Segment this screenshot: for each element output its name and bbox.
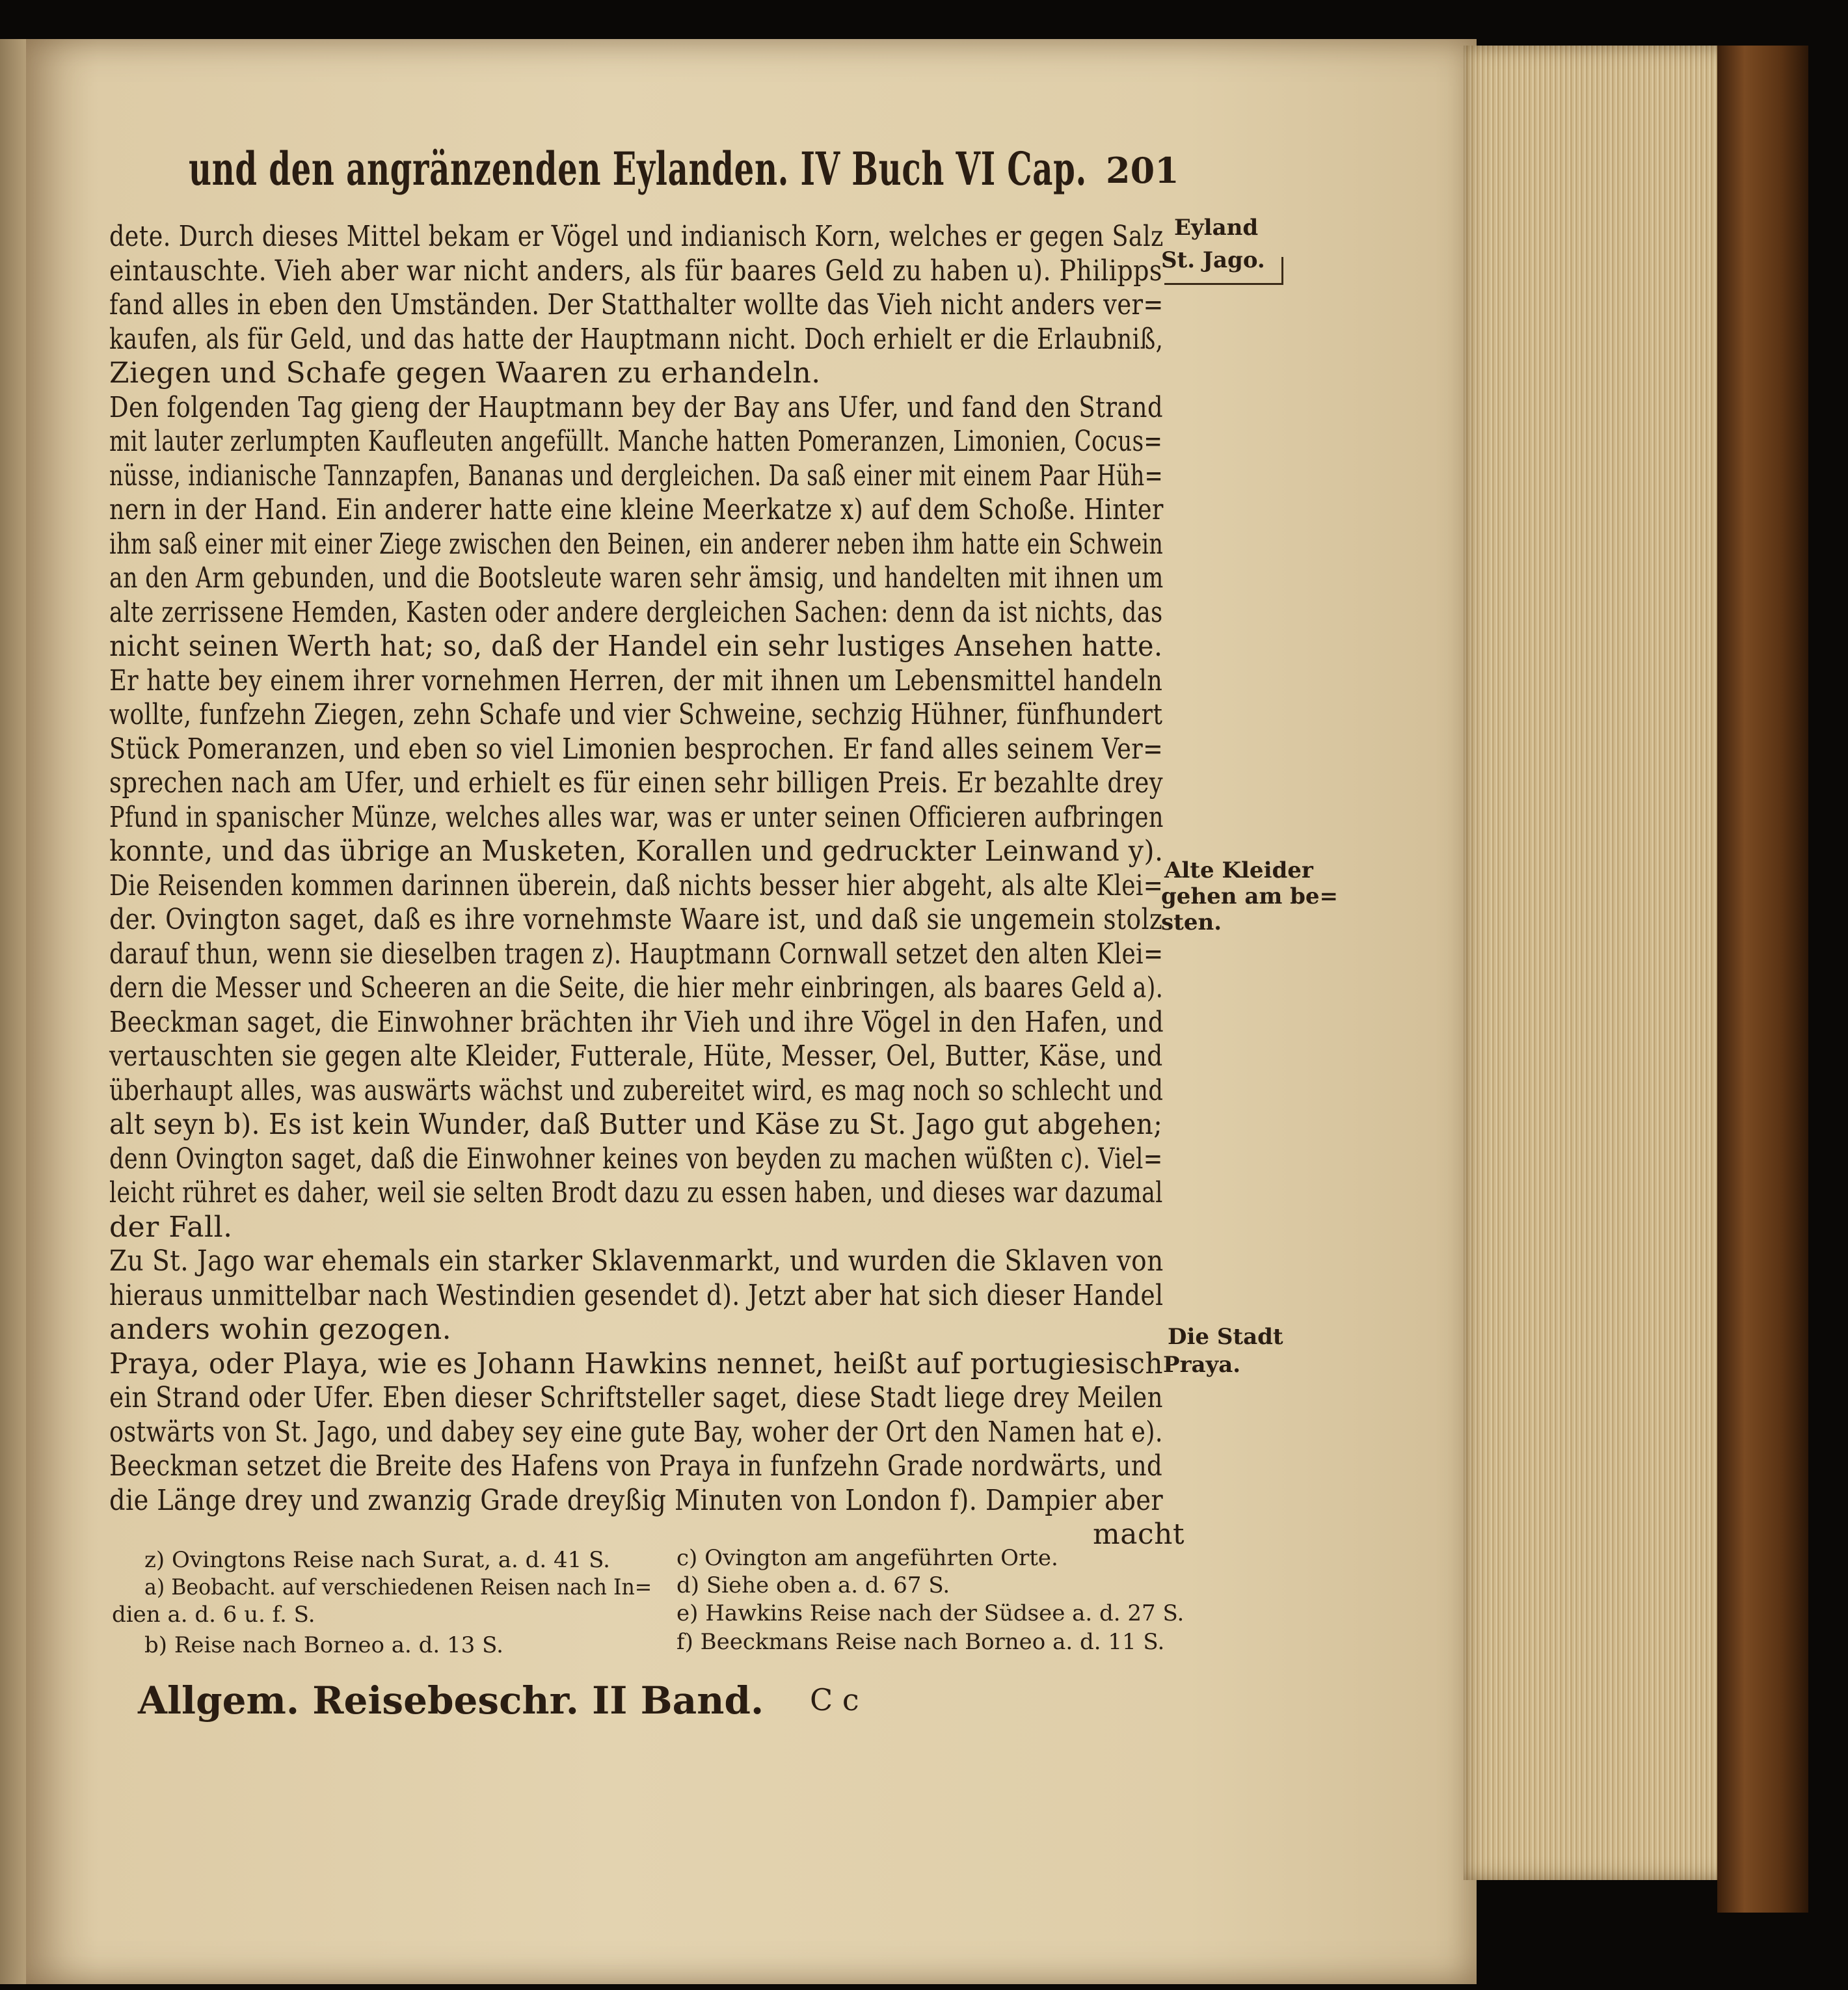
- margin-note-stadt-2: Praya.: [1163, 1352, 1241, 1378]
- body-line: die Länge drey und zwanzig Grade dreyßig Minuten von London f). Dampier aber: [109, 1483, 1164, 1517]
- body-line: denn Ovington saget, daß die Einwohner keines von beyden zu machen wüßten c). Viel=: [109, 1142, 1163, 1176]
- footnote-b: b) Reise nach Borneo a. d. 13 S.: [144, 1632, 503, 1658]
- body-line: an den Arm gebunden, und die Bootsleute waren sehr ämsig, und handelten mit ihnen um: [109, 561, 1164, 595]
- body-line: fand alles in eben den Umständen. Der Statthalter wollte das Vieh nicht anders ver=: [109, 288, 1164, 321]
- body-line: der Fall.: [109, 1210, 233, 1244]
- body-line: wollte, funfzehn Ziegen, zehn Schafe und vier Schweine, sechzig Hühner, fünfhundert: [109, 698, 1163, 731]
- body-line: vertauschten sie gegen alte Kleider, Futterale, Hüte, Messer, Oel, Butter, Käse, und: [109, 1040, 1163, 1073]
- margin-note-stadt-1: Die Stadt: [1168, 1324, 1283, 1350]
- body-line: Ziegen und Schafe gegen Waaren zu erhandeln.: [109, 356, 821, 390]
- body-line: der. Ovington saget, daß es ihre vornehmste Waare ist, und daß sie ungemein stolz: [109, 903, 1163, 936]
- margin-note-st-jago: St. Jago.: [1161, 247, 1265, 273]
- body-line: kaufen, als für Geld, und das hatte der Hauptmann nicht. Doch erhielt er die Erlaubniß,: [109, 322, 1164, 356]
- body-line: Stück Pomeranzen, und eben so viel Limonien besprochen. Er fand alles seinem Ver=: [109, 732, 1164, 766]
- body-line: ihm saß einer mit einer Ziege zwischen den Beinen, ein anderer neben ihm hatte ein Schwein: [109, 527, 1164, 561]
- body-line: leicht rühret es daher, weil sie selten Brodt dazu zu essen haben, und dieses war dazumal: [109, 1176, 1163, 1209]
- body-line: ostwärts von St. Jago, und dabey sey eine gute Bay, woher der Ort den Namen hat e).: [109, 1415, 1163, 1449]
- body-line: konnte, und das übrige an Musketen, Korallen und gedruckter Leinwand y).: [109, 835, 1164, 868]
- footnote-e: e) Hawkins Reise nach der Südsee a. d. 27 S.: [676, 1600, 1185, 1626]
- body-line: dete. Durch dieses Mittel bekam er Vögel und indianisch Korn, welches er gegen Salz: [109, 220, 1164, 253]
- body-line: eintauschte. Vieh aber war nicht anders, als für baares Geld zu haben u). Philipps: [109, 254, 1162, 288]
- signature-title: Allgem. Reisebeschr. II Band.: [138, 1678, 764, 1723]
- footnote-c: c) Ovington am angeführten Orte.: [676, 1545, 1058, 1571]
- body-line: Die Reisenden kommen darinnen überein, daß nichts besser hier abgeht, als alte Klei=: [109, 868, 1164, 902]
- body-line: macht: [1093, 1518, 1185, 1551]
- margin-note-kleider-3: sten.: [1161, 909, 1222, 935]
- body-line: ein Strand oder Ufer. Eben dieser Schriftsteller saget, diese Stadt liege drey Meilen: [109, 1381, 1163, 1414]
- running-title: und den angränzenden Eylanden. IV Buch VI Cap.: [189, 142, 1087, 196]
- body-line: alte zerrissene Hemden, Kasten oder andere dergleichen Sachen: denn da ist nichts, das: [109, 595, 1163, 629]
- book-binding: [1717, 46, 1808, 1913]
- body-line: hieraus unmittelbar nach Westindien gesendet d). Jetzt aber hat sich dieser Handel: [109, 1278, 1164, 1312]
- body-line: Praya, oder Playa, wie es Johann Hawkins nennet, heißt auf portugiesisch: [109, 1347, 1164, 1380]
- footnote-z: z) Ovingtons Reise nach Surat, a. d. 41 S.: [144, 1547, 610, 1573]
- margin-bracket: [1164, 257, 1283, 285]
- body-line: Beeckman saget, die Einwohner brächten ihr Vieh und ihre Vögel in den Hafen, und: [109, 1005, 1164, 1039]
- margin-note-eyland: Eyland: [1174, 215, 1259, 241]
- body-line: nüsse, indianische Tannzapfen, Bananas und dergleichen. Da saß einer mit einem Paar Hüh=: [109, 459, 1164, 492]
- margin-note-kleider-2: gehen am be=: [1161, 883, 1339, 909]
- footnote-d: d) Siehe oben a. d. 67 S.: [676, 1572, 950, 1598]
- body-line: sprechen nach am Ufer, und erhielt es für einen sehr billigen Preis. Er bezahlte drey: [109, 766, 1163, 800]
- body-line: überhaupt alles, was auswärts wächst und zubereitet wird, es mag noch so schlecht und: [109, 1073, 1164, 1107]
- body-line: Er hatte bey einem ihrer vornehmen Herren, der mit ihnen um Lebensmittel handeln: [109, 664, 1163, 697]
- body-line: darauf thun, wenn sie dieselben tragen z). Hauptmann Cornwall setzet den alten Klei=: [109, 937, 1164, 971]
- footnote-a-cont: dien a. d. 6 u. f. S.: [112, 1602, 315, 1628]
- signature-mark: C c: [810, 1682, 859, 1717]
- body-line: Den folgenden Tag gieng der Hauptmann bey der Bay ans Ufer, und fand den Strand: [109, 390, 1163, 424]
- body-line: nicht seinen Werth hat; so, daß der Handel ein sehr lustiges Ansehen hatte.: [109, 630, 1163, 663]
- body-line: Pfund in spanischer Münze, welches alles war, was er unter seinen Officieren aufbringen: [109, 800, 1164, 834]
- body-line: anders wohin gezogen.: [109, 1313, 452, 1346]
- margin-note-kleider-1: Alte Kleider: [1164, 857, 1313, 883]
- page-number: 201: [1106, 150, 1179, 191]
- body-line: dern die Messer und Scheeren an die Seite, die hier mehr einbringen, als baares Geld a).: [109, 971, 1164, 1004]
- body-line: Beeckman setzet die Breite des Hafens von Praya in funfzehn Grade nordwärts, und: [109, 1449, 1163, 1483]
- body-line: Zu St. Jago war ehemals ein starker Sklavenmarkt, und wurden die Sklaven von: [109, 1244, 1164, 1278]
- footnote-f: f) Beeckmans Reise nach Borneo a. d. 11 S.: [676, 1629, 1165, 1655]
- footnote-a: a) Beobacht. auf verschiedenen Reisen nach In=: [144, 1574, 652, 1600]
- body-line: mit lauter zerlumpten Kaufleuten angefüllt. Manche hatten Pomeranzen, Limonien, Cocus=: [109, 425, 1163, 458]
- body-line: nern in der Hand. Ein anderer hatte eine kleine Meerkatze x) auf dem Schoße. Hinter: [109, 493, 1164, 526]
- body-line: alt seyn b). Es ist kein Wunder, daß Butter und Käse zu St. Jago gut abgehen;: [109, 1108, 1163, 1141]
